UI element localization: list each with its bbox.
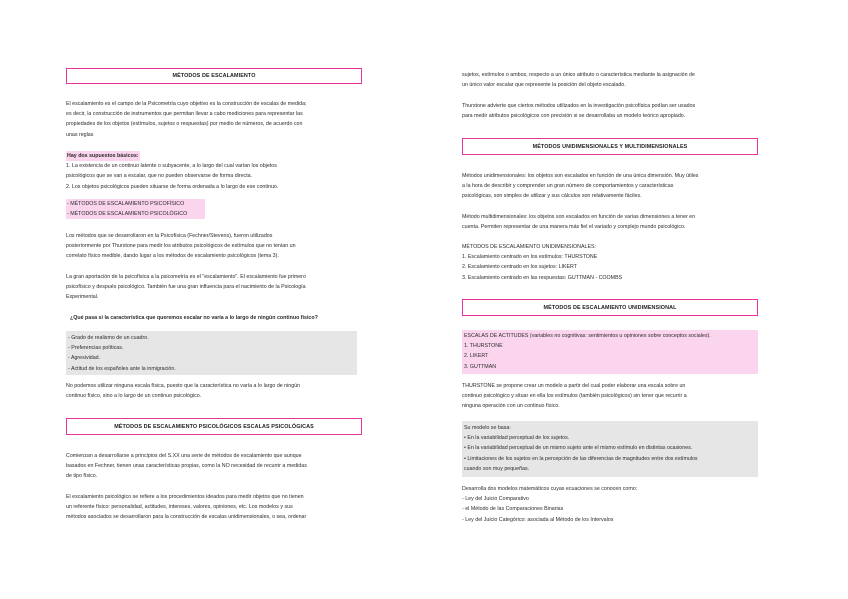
examples-list: - Grado de realismo de un cuadro. - Preferencias políticas. - Agresividad. - Actitud de los españoles ante la inmigración. xyxy=(66,331,357,375)
modelo-block: Su modelo se basa: • En la variabilidad perceptual de los sujetos. • En la variabilidad perceptual de un mismo sujeto ante el mismo estímulo en distintas ocasiones. • Limitaciones de los sujetos en la percepción de las diferencias de magnitudes entre dos estímulos cuando son muy pequeñas. xyxy=(462,421,758,477)
aportacion-paragraph: La gran aportación de la psicofísica a la psicometría es el "escalamiento". El escalamiento fue primero psicofísico y después psicológico. También fue una gran influencia para el nacimiento de la Psicología Experimental. xyxy=(66,274,306,301)
unidimensional-paragraph: Métodos unidimensionales: los objetos son escalados en función de una única dimensión. Muy útiles a la hora de describir y comprender un gran número de comportamientos y características psicológicas, son simples de utilizar y sus cálculos son relativamente fáciles. xyxy=(462,173,699,200)
actitudes-block: ESCALAS DE ACTITUDES (variables no cognitivas: sentimientos u opiniones sobre conceptos sociales). 1. THURSTONE 2. LIKERT 3. GUTTMAN xyxy=(462,330,758,374)
escalamiento-psicologico-paragraph: El escalamiento psicológico se refiere a los procedimientos ideados para medir objetos que no tienen un referente físico: personalidad, actitudes, intereses, valores, opiniones, etc. Los modelos y sus métodos asociados se desarrollaron para la construcción de escalas unidimensionales, o sea, ordenar xyxy=(66,494,307,521)
no-escala-paragraph: No podemos utilizar ninguna escala física, puesto que la característica no varía a lo largo de ningún continuo físico, sino a lo largo de un continuo psicológico. xyxy=(66,383,301,400)
intro-paragraph: El escalamiento es el campo de la Psicometría cuyo objetivo es la construcción de escalas de medida; es decir, la construcción de instrumentos que permitan llevar a cabo mediciones para representar las propiedades de los objetos (estímulos, sujetos o respuestas) por medio de números, de acuerdo con unas reglas xyxy=(66,101,307,138)
continuation-paragraph: sujetos, estímulos o ambos, respecto a un único atributo o característica mediante la asignación de un único valor escalar que represente la posición del objeto escalado. xyxy=(462,72,695,89)
supuestos-block: Hay dos supuestos básicos: 1. La existencia de un continuo latente o subyacente, a lo largo del cual varían los objetos psicológicos que se van a escalar, que no pueden observarse de forma directa. 2. Los objetos psicológicos pueden situarse de forma ordenada a lo largo de ese continuo. xyxy=(66,153,279,190)
multidimensional-paragraph: Método multidimensionales: los objetos son escalados en función de varias dimensiones a tener en cuenta. Permiten representar de una manera más fiel el variado y complejo mundo psicológico. xyxy=(462,214,696,231)
section-title-escalas-psicologicas: MÉTODOS DE ESCALAMIENTO PSICOLÓGICOS ESCALAS PSICOLÓGICAS xyxy=(66,418,362,435)
thurstone-propone-paragraph: THURSTONE se propone crear un modelo a partir del cual poder elaborar una escala sobre un continuo psicológico y situar en ella los estímulos (también psicológicos) sin tener que recurrir a ninguna operación con un continuo físico. xyxy=(462,383,687,410)
metodos-list: - MÉTODOS DE ESCALAMIENTO PSICOFÍSICO - MÉTODOS DE ESCALAMIENTO PSICOLÓGICO xyxy=(66,199,205,219)
unidimensional-methods-list: MÉTODOS DE ESCALAMIENTO UNIDIMENSIONALES: 1. Escalamiento centrado en los estímulos: THURSTONE 2. Escalamiento centrado en los sujetos: LIKERT 3. Escalamiento centrado en las respuestas: GUTTMAN - COOMBS xyxy=(462,244,623,281)
psicofisica-paragraph: Los métodos que se desarrollaron en la Psicofísica (Fechner/Stevens), fueron utilizados posteriormente por Thurstone para medir los atributos psicológicos de estímulos que no tenían un correlato físico medible, dando lugar a los métodos de escalamiento psicológicos (tema 3). xyxy=(66,233,296,260)
supuestos-title: Hay dos supuestos básicos: xyxy=(66,151,140,161)
section-title-metodos-escalamiento: MÉTODOS DE ESCALAMIENTO xyxy=(66,68,362,84)
question-heading: ¿Qué pasa si la característica que queremos escalar no varía a lo largo de ningún continuo físico? xyxy=(70,315,318,321)
section-title-unidimensional: MÉTODOS DE ESCALAMIENTO UNIDIMENSIONAL xyxy=(462,299,758,316)
thurstone-advierte-paragraph: Thurstone advierte que ciertos métodos utilizados en la investigación psicofísica podían ser usados para medir atributos psicológicos con precisión si se desarrollaba un modelo teórico apropiado. xyxy=(462,103,696,120)
sxx-paragraph: Comienzan a desarrollarse a principios del S.XX una serie de métodos de escalamiento que aunque basados en Fechner, tienen unas características propias, como la NO necesidad de recurrir a medidas de tipo físico. xyxy=(66,453,307,480)
leyes-list: Desarrolla dos modelos matemáticos cuyas ecuaciones se conocen como: - Ley del Juicio Comparativo - el Método de las Comparaciones Binarias - Ley del Juicio Categórico: asociada al Método de los Intervalos xyxy=(462,486,638,523)
section-title-uni-multi: MÉTODOS UNIDIMENSIONALES Y MULTIDIMENSIONALES xyxy=(462,138,758,155)
